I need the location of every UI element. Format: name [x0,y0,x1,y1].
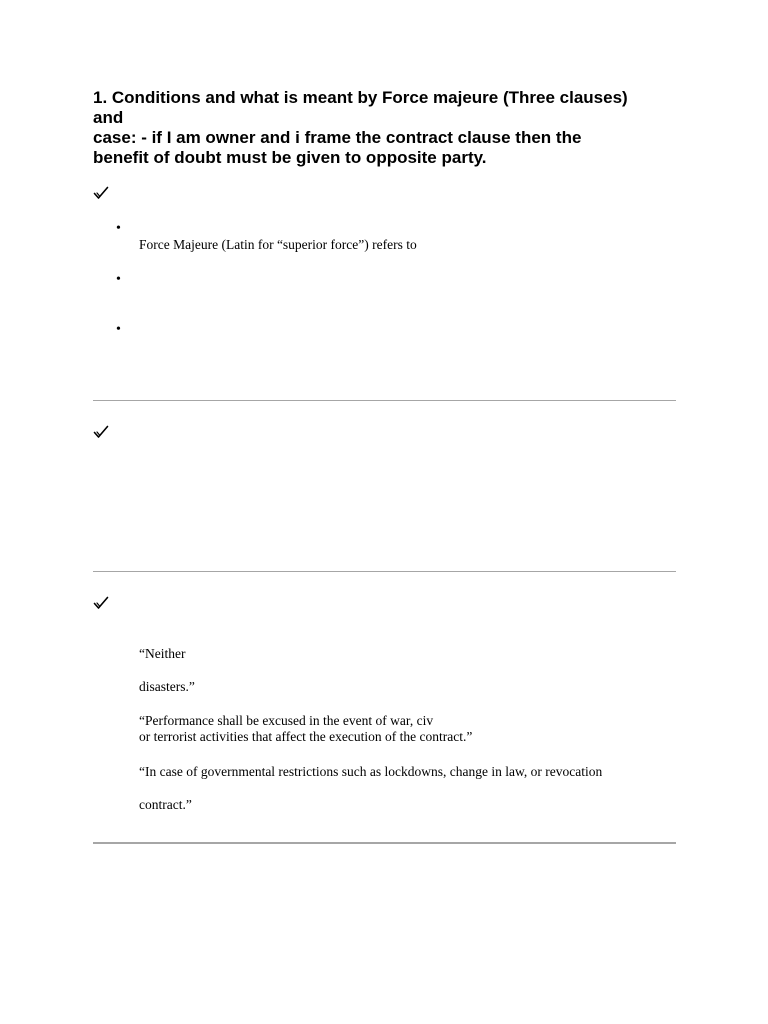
bullet-marker-1: • [116,221,121,236]
question-heading [93,88,693,168]
bullet-marker-2: • [116,272,121,287]
bullet-marker-3: • [116,322,121,337]
quote-line-1: “Neither [139,646,186,661]
check-mark-icon [93,425,109,439]
bullet-text-1: Force Majeure (Latin for “superior force”) refers to [139,237,417,252]
heading-line-2: and [93,108,124,127]
check-mark-icon [93,186,109,200]
quote-line-4: or terrorist activities that affect the execution of the contract.” [139,729,473,744]
check-mark-icon [93,596,109,610]
section-divider-3 [93,842,676,844]
quote-line-2: disasters.” [139,679,195,694]
heading-line-1: 1. Conditions and what is meant by Force majeure (Three clauses) [93,88,628,107]
quote-line-3: “Performance shall be excused in the event of war, civ [139,713,434,728]
section-divider-1 [93,400,676,401]
quote-line-5: “In case of governmental restrictions such as lockdowns, change in law, or revocation [139,764,603,779]
quote-line-6: contract.” [139,797,192,812]
heading-line-4: benefit of doubt must be given to opposite party. [93,148,487,167]
heading-line-3: case: - if I am owner and i frame the contract clause then the [93,128,582,147]
section-divider-2 [93,571,676,572]
